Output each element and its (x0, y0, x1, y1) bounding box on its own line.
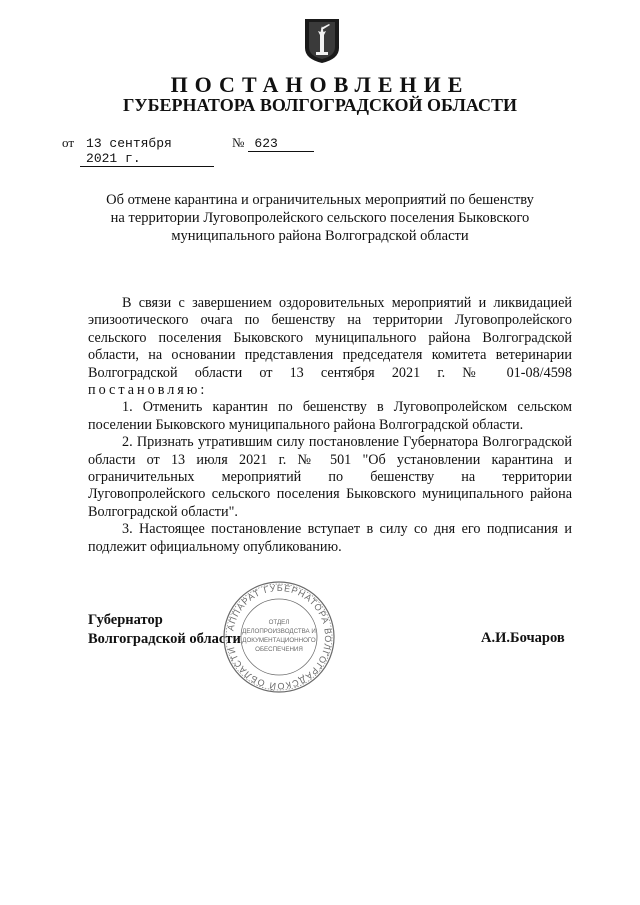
svg-text:ДОКУМЕНТАЦИОННОГО: ДОКУМЕНТАЦИОННОГО (242, 637, 316, 644)
decree-item-2: 2. Признать утратившим силу постановление Губернатора Волгоградской области от 13 июля 2021 г. № 501 "Об установлении карантина и ограничительных мероприятий по бешенству на территории Луговопролейского сельского поселения Быковского муниципального района Волгоградской области". (88, 434, 572, 520)
official-stamp (222, 580, 336, 694)
signatory-position-line2: Волгоградской области (88, 631, 241, 647)
decree-heading-line: на территории Луговопролейского сельского поселения Быковского (110, 210, 530, 226)
document-subtitle: ГУБЕРНАТОРА ВОЛГОГРАДСКОЙ ОБЛАСТИ (122, 95, 518, 115)
document-number: 623 (248, 136, 314, 152)
decree-word: постановляю: (88, 382, 208, 399)
decree-body (88, 295, 572, 556)
signatory-position (88, 611, 241, 649)
signatory-name: А.И.Бочаров (481, 630, 565, 646)
preamble-text: В связи с завершением оздоровительных мероприятий и ликвидацией эпизоотического очага по бешенству на территории Луговопролейского сельского поселения Быковского муниципального района Волгоградской области, на основании представления председателя комитета ветеринарии Волгоградской области от 13 сентября 2021 г. № 01-08/4598 (88, 295, 572, 381)
number-prefix: № (232, 135, 245, 150)
decree-heading-line: муниципального района Волгоградской области (171, 228, 469, 244)
document-date: 13 сентября 2021 г. (80, 136, 214, 167)
svg-text:ОБЕСПЕЧЕНИЯ: ОБЕСПЕЧЕНИЯ (255, 646, 303, 653)
decree-heading (70, 191, 570, 245)
decree-item-3: 3. Настоящее постановление вступает в силу со дня его подписания и подлежит официальному опубликованию. (88, 521, 572, 555)
svg-text:ДЕЛОПРОИЗВОДСТВА И: ДЕЛОПРОИЗВОДСТВА И (242, 628, 316, 635)
decree-heading-line: Об отмене карантина и ограничительных мероприятий по бешенству (106, 192, 534, 208)
date-number-line (62, 135, 314, 167)
decree-item-1: 1. Отменить карантин по бешенству в Луговопролейском сельском поселении Быковского муниципального района Волгоградской области. (88, 399, 572, 433)
signatory-position-line1: Губернатор (88, 612, 163, 628)
date-prefix: от (62, 135, 75, 150)
document-title: ПОСТАНОВЛЕНИЕ (170, 72, 470, 97)
coat-of-arms-icon (304, 18, 340, 64)
svg-text:ОТДЕЛ: ОТДЕЛ (268, 619, 290, 626)
svg-text:АППАРАТ ГУБЕРНАТОРА ВОЛГОГРАДС: АППАРАТ ГУБЕРНАТОРА ВОЛГОГРАДСКОЙ ОБЛАСТИ (225, 582, 334, 692)
preamble-paragraph (88, 295, 572, 399)
